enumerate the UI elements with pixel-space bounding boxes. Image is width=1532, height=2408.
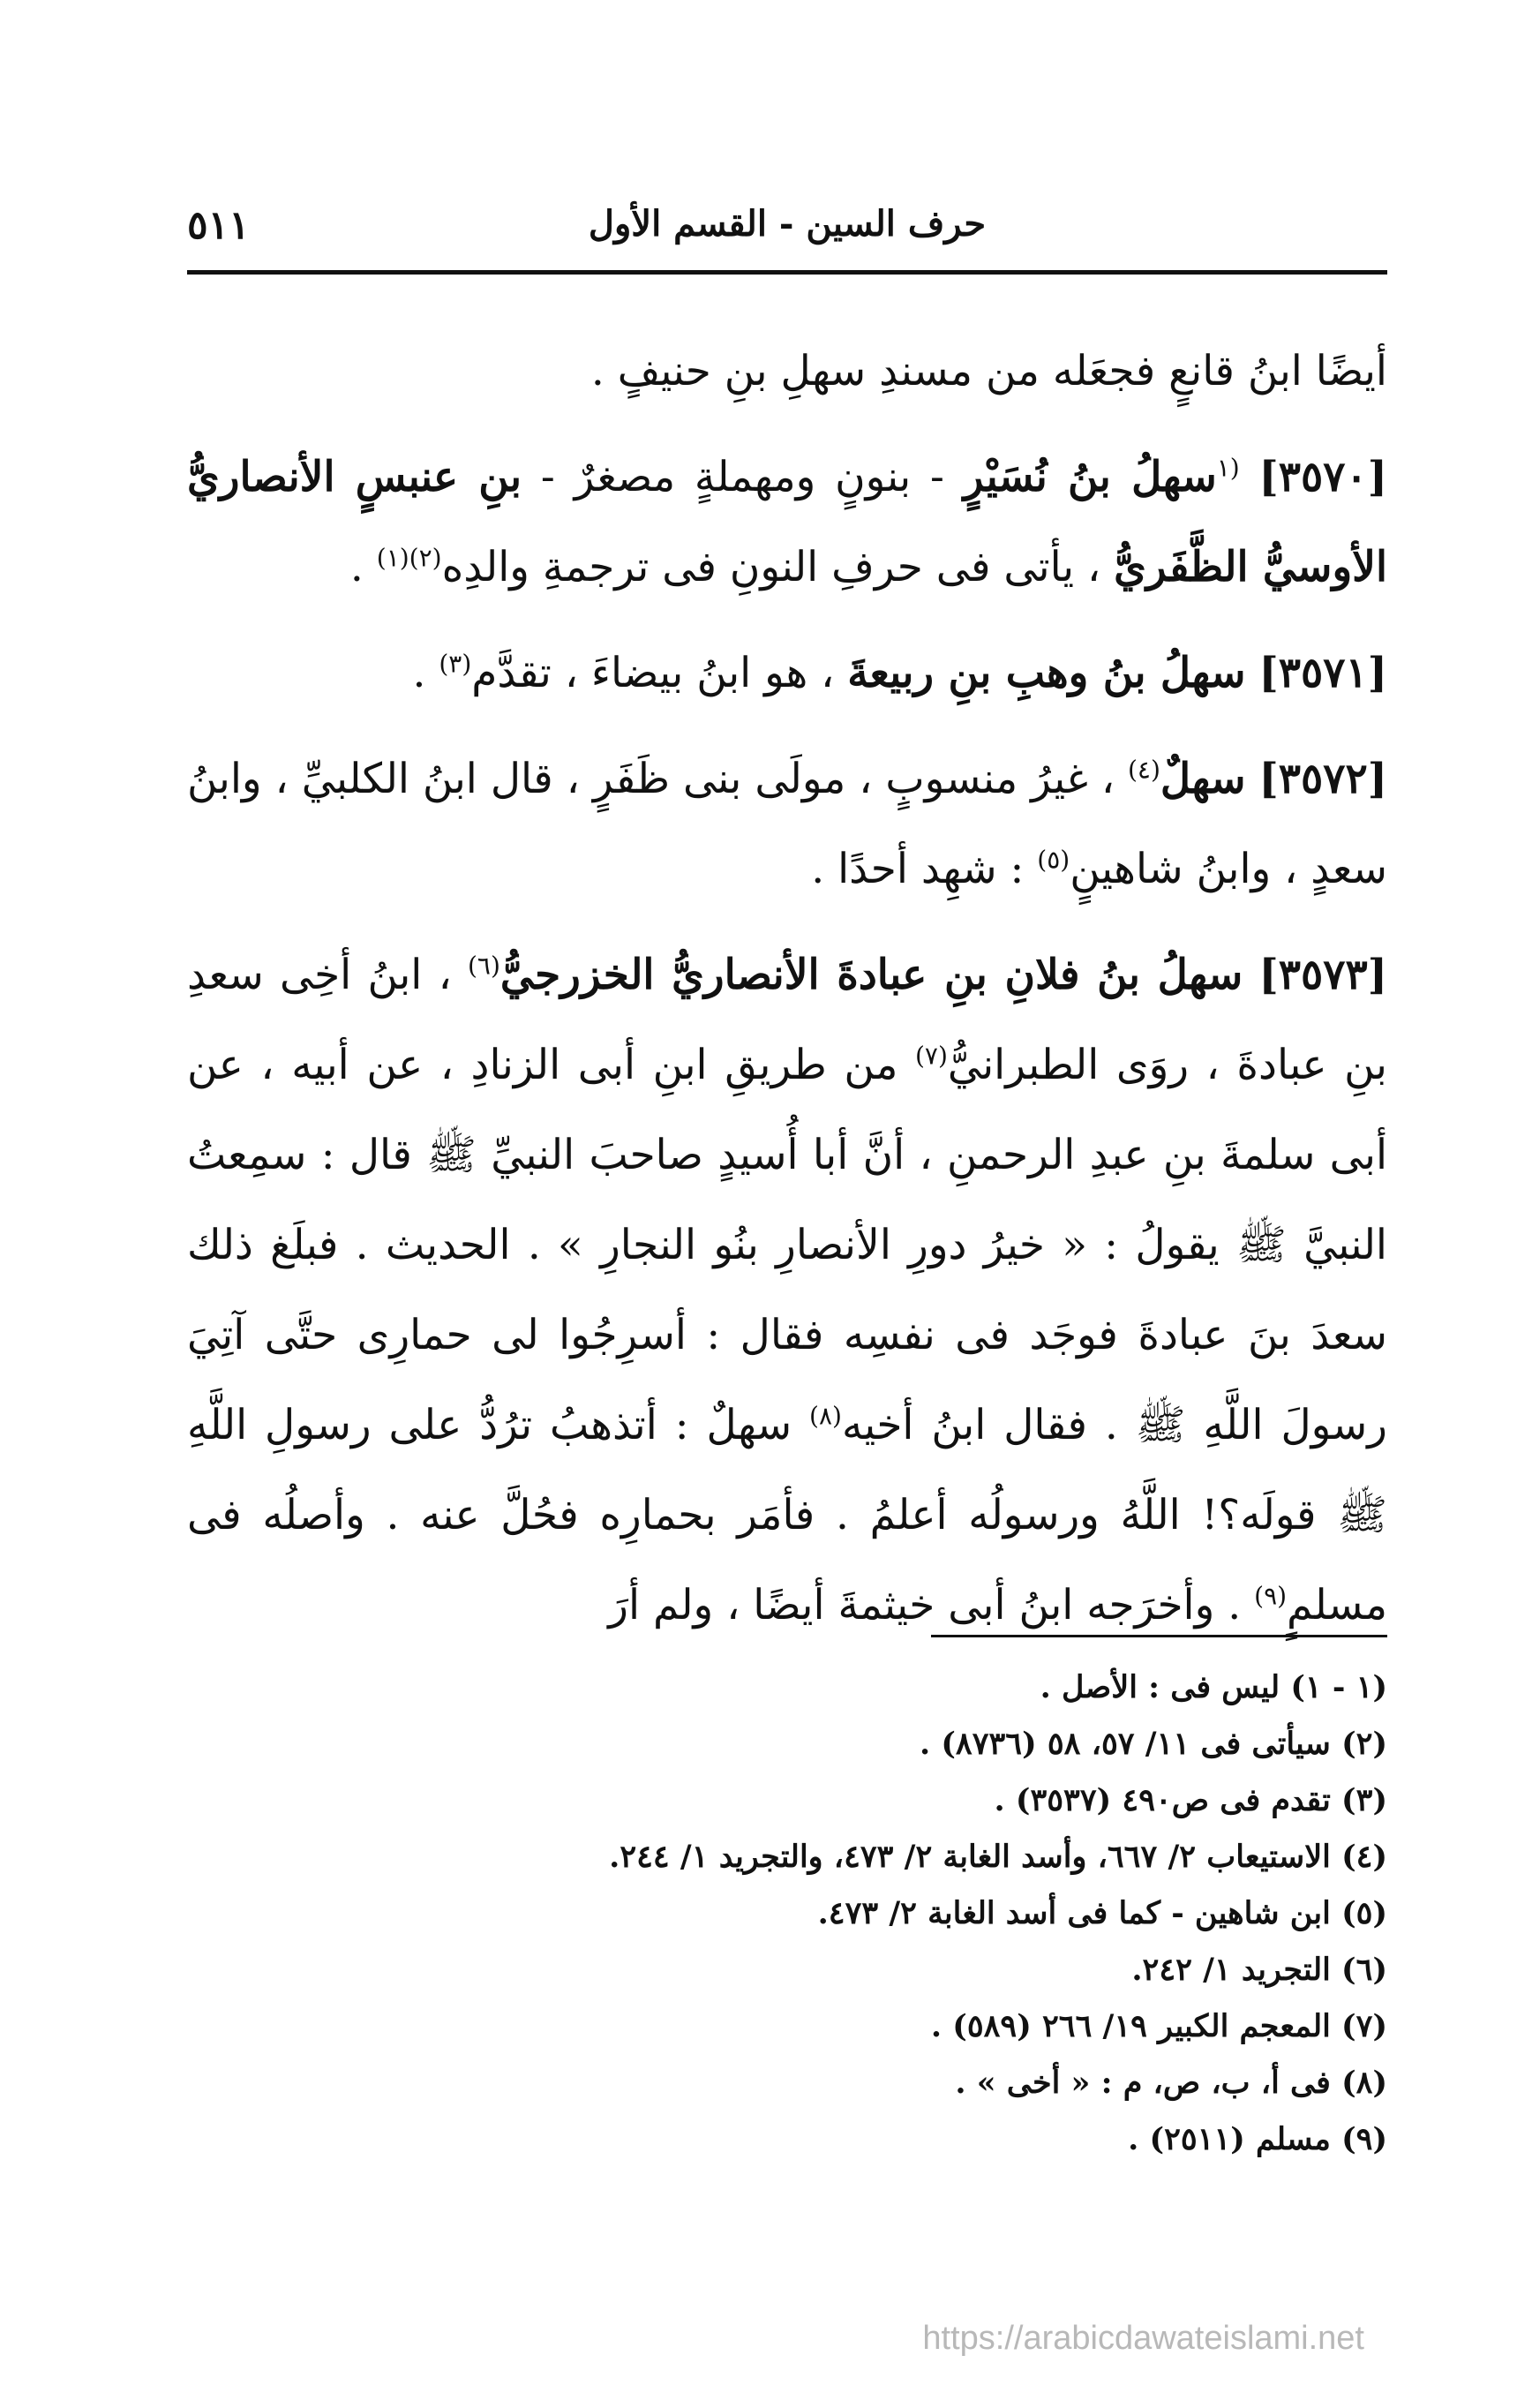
footnote-marker: (٦) [467,951,500,981]
entry-text-end: . [412,649,439,697]
entry-3570 [187,433,1387,613]
intro-paragraph [187,327,1387,417]
footnote-2: (٢) سيأتى فى ١١/ ٥٧، ٥٨ (٨٧٣٦) . [919,1726,1387,1762]
entry-text: ، ابنُ أخِى سعدِ بنِ عبادةَ ، روَى الطبرانيُّ [187,951,1387,1089]
footnotes [187,1659,1387,2168]
footnote-7: (٧) المعجم الكبير ١٩/ ٢٦٦ (٥٨٩) . [930,2008,1387,2044]
footnote-marker: (٥) [1037,845,1070,875]
footnote-8: (٨) فى أ، ب، ص، م : « أخى » . [955,2065,1387,2101]
entry-name: سهلُ بنُ نُسَيْرٍ [963,453,1217,501]
entry-name: سهلُ بنُ فلانِ بنِ عبادةَ الأنصاريُّ الخزرجيُّ [499,951,1243,999]
header-rule [187,270,1387,275]
footnote-marker: (٧) [914,1041,948,1071]
entry-3572 [187,734,1387,914]
entry-text-end: . [349,543,377,591]
entry-number: [٣٥٧٠] [1258,453,1387,501]
footnote-marker: (١ [1216,453,1240,483]
entry-text-end: : شهِد أحدًا . [811,845,1038,893]
footnote-3: (٣) تقدم فى ص٤٩٠ (٣٥٣٧) . [994,1782,1387,1818]
footnote-marker: (٨) [809,1401,842,1431]
footnote-marker: (٣) [439,649,472,679]
footnote-1: (١ - ١) ليس فى : الأصل . [1040,1669,1387,1705]
intro-text: أيضًا ابنُ قانعٍ فجعَله من مسندِ سهلِ بنِ حنيفٍ . [590,347,1387,395]
entry-text: من طريقِ ابنِ أبى الزنادِ ، عن أبيه ، عن أبى سلمةَ بنِ عبدِ الرحمنِ ، أنَّ أبا أُسيدٍ صاحبَ النبيِّ ﷺ قال : سمِعتُ النبيَّ ﷺ يقولُ : « خيرُ دورِ الأنصارِ بنُو النجارِ » . الحديث . فبلَغ ذلك سعدَ بنَ عبادةَ فوجَد فى نفسِه فقال : أسرِجُوا لى حمارِى حتَّى آتِيَ رسولَ اللَّهِ ﷺ . فقال ابنُ أخيه [187,1041,1387,1449]
entry-text: ، غيرُ منسوبٍ ، مولَى بنى ظَفَرٍ ، قال ابنُ الكلبيِّ ، وابنُ سعدٍ ، وابنُ شاهينٍ [187,755,1387,893]
footnote-rule [931,1635,1387,1637]
footnote-marker: (٩) [1254,1581,1288,1611]
footnote-6: (٦) التجريد ١/ ٢٤٢. [1131,1952,1387,1988]
footnote-marker: (٤) [1127,755,1160,785]
footnote-marker: (٢)(١) [376,543,442,573]
watermark-url: https://arabicdawateislami.net [922,2320,1364,2357]
main-text [187,327,1387,1667]
entry-number: [٣٥٧٣] [1258,951,1387,999]
running-title: حرف السين - القسم الأول [588,203,987,245]
page-number: ٥١١ [187,203,250,248]
page-header [187,192,1387,272]
entry-text: سهلٌ : أتذهبُ ترُدُّ على رسولِ اللَّهِ ﷺ قولَه؟! اللَّهُ ورسولُه أعلمُ . فأمَر بحمارِه فحُلَّ عنه . وأصلُه فى مسلمٍ [187,1401,1387,1629]
entry-text: . وأخرَجه ابنُ أبى خيثمةَ أيضًا ، ولم أرَ [608,1581,1255,1629]
footnote-5: (٥) ابن شاهين - كما فى أسد الغابة ٢/ ٤٧٣. [817,1895,1387,1931]
entry-text: - بنونٍ ومهملةٍ مصغرٌ - [522,453,964,501]
entry-name: سهلٌ [1160,755,1246,803]
entry-number: [٣٥٧٢] [1258,755,1387,803]
footnote-4: (٤) الاستيعاب ٢/ ٦٦٧، وأسد الغابة ٢/ ٤٧٣، والتجريد ١/ ٢٤٤. [609,1839,1387,1875]
entry-name: سهلُ بنُ وهبِ بنِ ربيعةَ [847,649,1246,697]
entry-3571 [187,628,1387,719]
entry-text: ، هو ابنُ بيضاءَ ، تقدَّم [471,649,848,697]
entry-text: ، يأتى فى حرفِ النونِ فى ترجمةِ والدِه [441,543,1115,591]
entry-number: [٣٥٧١] [1258,649,1387,697]
entry-name-continued: بنِ عنبسٍ الأنصاريُّ الأوسيُّ الظَّفَريُّ [187,453,1387,591]
entry-3573 [187,930,1387,1651]
footnote-9: (٩) مسلم (٢٥١١) . [1128,2121,1387,2157]
